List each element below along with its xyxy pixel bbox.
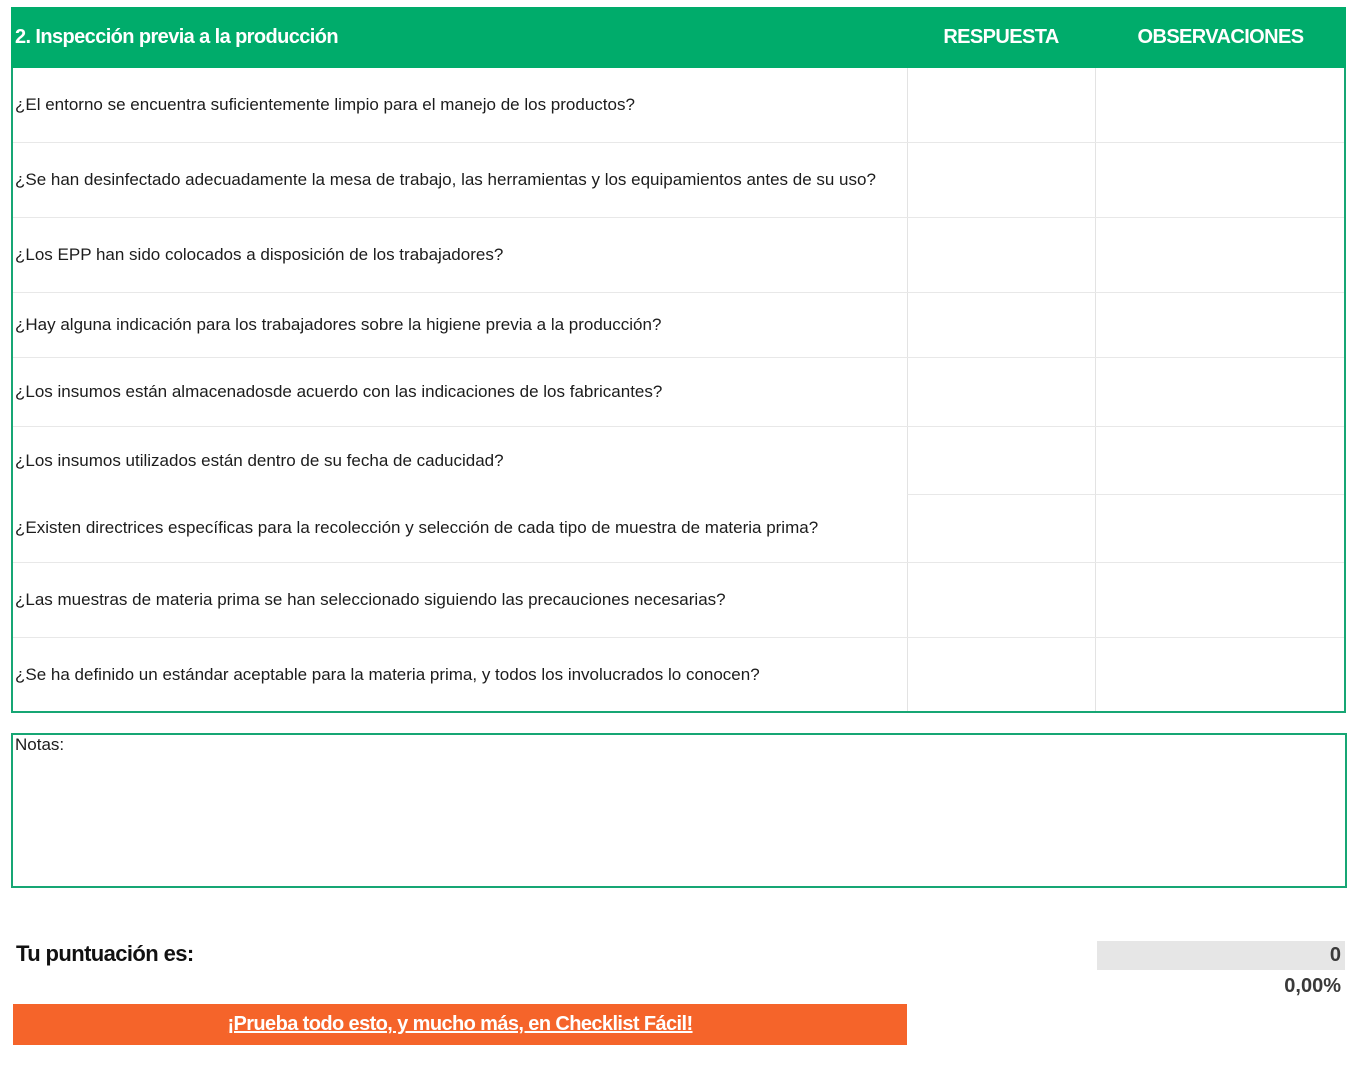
observations-cell[interactable] [1095,563,1344,637]
notes-field[interactable] [11,733,1347,888]
question-text: ¿Los EPP han sido colocados a disposición de los trabajadores? [15,245,504,264]
score-value: 0 [1097,941,1345,970]
answer-cell[interactable] [907,293,1095,357]
answer-cell[interactable] [907,358,1095,426]
table-row [13,637,1344,711]
table-row [13,292,1344,357]
question-text: ¿Se han desinfectado adecuadamente la mesa de trabajo, las herramientas y los equipamientos antes de su uso? [15,170,876,189]
observations-cell[interactable] [1095,358,1344,426]
score-label: Tu puntuación es: [16,941,194,966]
question-text: ¿Se ha definido un estándar aceptable para la materia prima, y todos los involucrados lo conocen? [15,664,760,684]
answer-cell[interactable] [907,143,1095,217]
table-row [13,142,1344,217]
table-row [13,217,1344,292]
observations-cell[interactable] [1095,638,1344,711]
notes-label: Notas: [15,735,65,754]
table-row [13,426,1344,494]
answer-cell[interactable] [907,218,1095,292]
answer-cell[interactable] [907,68,1095,142]
question-text: ¿Los insumos utilizados están dentro de su fecha de caducidad? [15,450,504,470]
table-row [13,68,1344,142]
section-title: 2. Inspección previa a la producción [15,26,338,48]
answer-cell[interactable] [907,494,1095,562]
answer-cell[interactable] [907,638,1095,711]
table-header [11,7,1346,68]
question-text: ¿Existen directrices específicas para la recolección y selección de cada tipo de muestra de materia prima? [15,518,819,537]
observations-cell[interactable] [1095,143,1344,217]
checklist-table [11,7,1346,713]
observations-cell[interactable] [1095,218,1344,292]
checklist-facil-link-button[interactable]: ¡Prueba todo esto, y mucho más, en Checklist Fácil! [13,1004,907,1045]
observations-cell[interactable] [1095,293,1344,357]
observations-cell[interactable] [1095,68,1344,142]
column-header-observations: OBSERVACIONES [1137,26,1304,48]
column-header-answer: RESPUESTA [943,26,1059,48]
table-body [11,68,1346,713]
observations-cell[interactable] [1095,494,1344,562]
answer-cell[interactable] [907,563,1095,637]
table-row [13,562,1344,637]
question-text: ¿Las muestras de materia prima se han seleccionado siguiendo las precauciones necesarias? [15,590,726,609]
question-text: ¿El entorno se encuentra suficientemente limpio para el manejo de los productos? [15,95,635,114]
question-text: ¿Hay alguna indicación para los trabajadores sobre la higiene previa a la producción? [15,315,662,334]
score-percent: 0,00% [1284,975,1341,997]
table-row [13,357,1344,426]
observations-cell[interactable] [1095,427,1344,494]
question-text: ¿Los insumos están almacenadosde acuerdo con las indicaciones de los fabricantes? [15,382,663,401]
answer-cell[interactable] [907,427,1095,494]
table-row [13,494,1344,562]
